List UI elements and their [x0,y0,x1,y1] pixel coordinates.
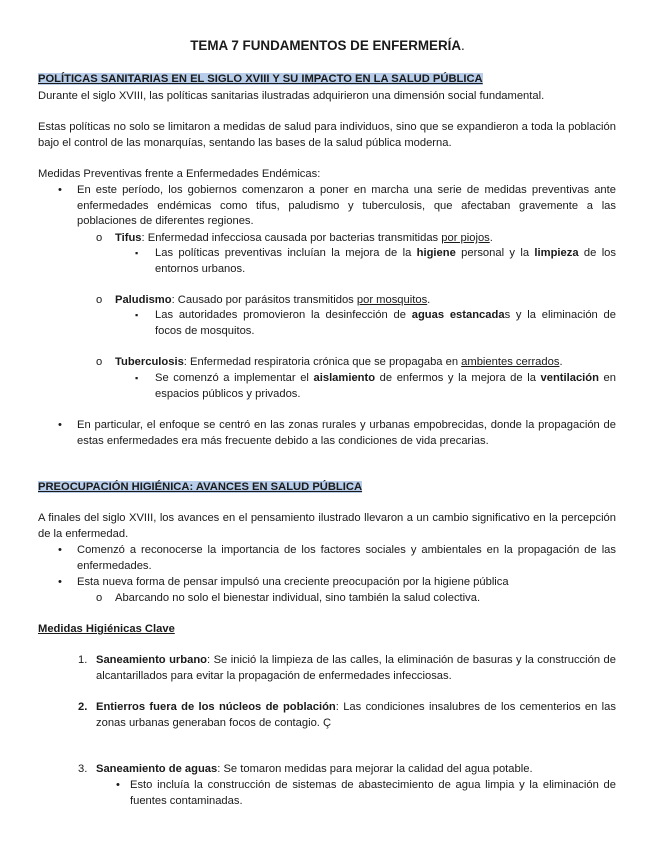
list-item: Abarcando no solo el bienestar individual, sino también la salud colectiva. [115,592,481,604]
bullet-glyph: • [58,419,62,431]
square-bullet-glyph: ▪ [135,248,139,258]
list-item: Se comenzó a implementar el aislamiento de enfermos y la mejora de la ventilación en espacios públicos y privados. [155,372,617,400]
square-bullet-glyph: ▪ [135,373,139,383]
numbered-item: Saneamiento de aguas: Se tomaron medidas para mejorar la calidad del agua potable. [96,763,533,775]
subheading-medidas: Medidas Higiénicas Clave [38,623,175,635]
circle-bullet-glyph: o [96,232,103,244]
paragraph: A finales del siglo XVIII, los avances en el pensamiento ilustrado llevaron a un cambio significativo en la percepción de la enfermedad. [38,512,616,540]
list-item: En particular, el enfoque se centró en las zonas rurales y urbanas empobrecidas, donde la propagación de estas enfermedades era más frecuente debido a las condiciones de vida precarias. [77,419,616,447]
list-number: 1. [78,654,88,666]
paragraph: Medidas Preventivas frente a Enfermedades Endémicas: [38,168,321,180]
list-item-paludismo: Paludismo: Causado por parásitos transmitidos por mosquitos. [115,294,431,306]
square-bullet-glyph: ▪ [135,310,139,320]
section-heading-politicas: POLÍTICAS SANITARIAS EN EL SIGLO XVIII Y SU IMPACTO EN LA SALUD PÚBLICA [38,73,483,85]
list-item-tuberculosis: Tuberculosis: Enfermedad respiratoria crónica que se propagaba en ambientes cerrados. [115,356,563,368]
page-title: TEMA 7 FUNDAMENTOS DE ENFERMERÍA. [190,38,465,53]
bullet-glyph: • [116,779,120,791]
paragraph: Durante el siglo XVIII, las políticas sanitarias ilustradas adquirieron una dimensión social fundamental. [38,90,545,102]
list-item-tifus: Tifus: Enfermedad infecciosa causada por bacterias transmitidas por piojos. [115,232,493,244]
list-number: 2. [78,701,88,713]
circle-bullet-glyph: o [96,592,103,604]
numbered-item: Entierros fuera de los núcleos de población: Las condiciones insalubres de los cementerios en las zonas urbanas generaban focos de contagio. Ç [96,701,616,729]
list-number: 3. [78,763,88,775]
numbered-item: Saneamiento urbano: Se inició la limpieza de las calles, la eliminación de basuras y la construcción de alcantarillados para evitar la propagación de enfermedades infecciosas. [96,654,616,682]
list-item: En este período, los gobiernos comenzaron a poner en marcha una serie de medidas preventivas ante enfermedades endémicas como tifus, paludismo y tuberculosis, que afectaban gravemente a las poblaciones de diferentes regiones. [77,184,616,228]
bullet-glyph: • [58,184,62,196]
bullet-glyph: • [58,576,62,588]
bullet-glyph: • [58,544,62,556]
section-heading-preocupacion: PREOCUPACIÓN HIGIÉNICA: AVANCES EN SALUD PÚBLICA [38,481,363,493]
list-item: Esto incluía la construcción de sistemas de abastecimiento de agua limpia y la eliminación de fuentes contaminadas. [130,779,616,807]
circle-bullet-glyph: o [96,294,103,306]
list-item: Las políticas preventivas incluían la mejora de la higiene personal y la limpieza de los entornos urbanos. [155,247,616,275]
list-item: Comenzó a reconocerse la importancia de los factores sociales y ambientales en la propagación de las enfermedades. [77,544,616,572]
circle-bullet-glyph: o [96,356,103,368]
paragraph: Estas políticas no solo se limitaron a medidas de salud para individuos, sino que se expandieron a toda la población bajo el control de las monarquías, sentando las bases de la salud pública moderna. [38,121,616,149]
list-item: Las autoridades promovieron la desinfección de aguas estancadas y la eliminación de focos de mosquitos. [155,309,616,337]
list-item: Esta nueva forma de pensar impulsó una creciente preocupación por la higiene pública [77,576,509,588]
